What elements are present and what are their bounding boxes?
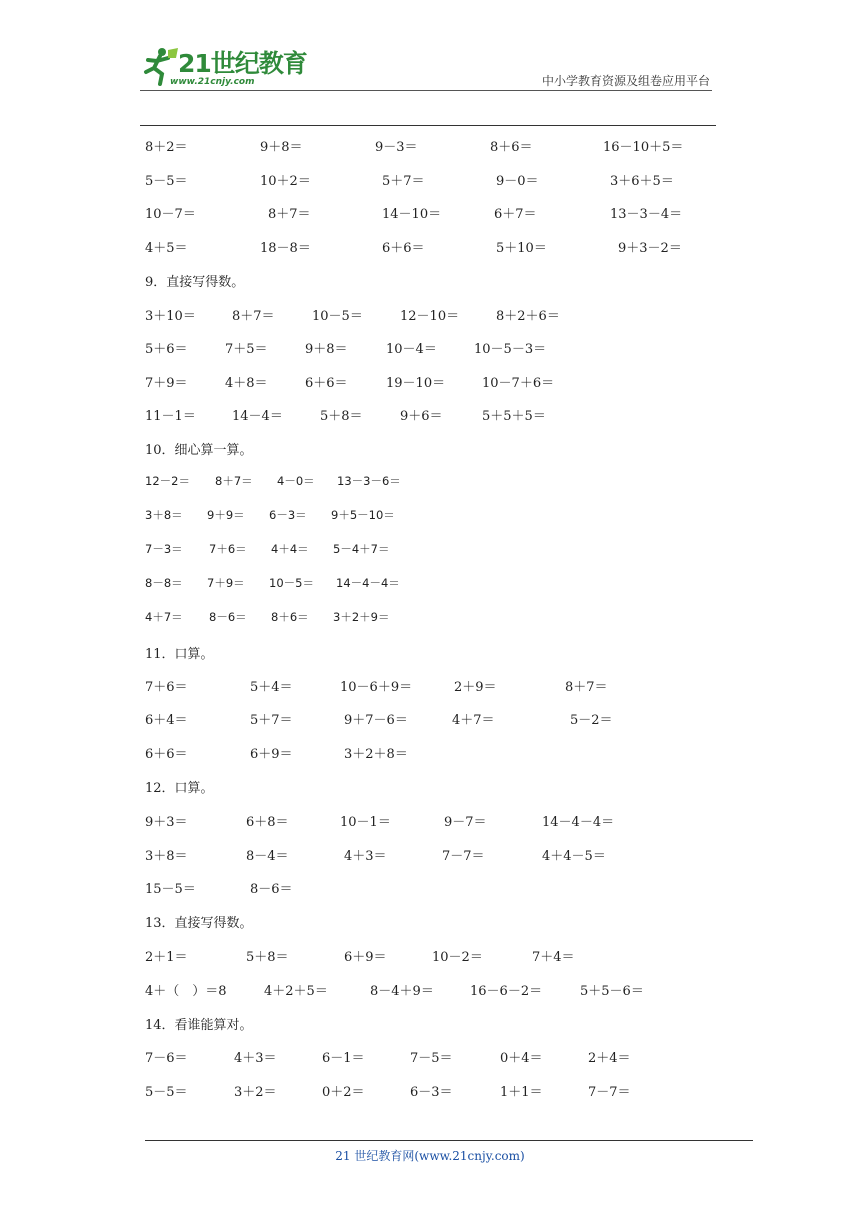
math-expression: 14－4－4＝: [542, 815, 615, 830]
math-expression: 6＋6＝: [382, 241, 425, 256]
math-expression: 9＋5－10＝: [331, 508, 395, 522]
math-expression: 6＋8＝: [246, 815, 289, 830]
math-expression: 5－5＝: [145, 1085, 188, 1100]
math-expression: 12－10＝: [400, 309, 460, 324]
math-expression: 9＋6＝: [400, 409, 443, 424]
math-expression: 15－5＝: [145, 882, 196, 897]
math-expression: 9－0＝: [496, 174, 539, 189]
math-expression: 10－7＝: [145, 207, 196, 222]
math-expression: 18－8＝: [260, 241, 311, 256]
math-expression: 7－6＝: [145, 1051, 188, 1066]
math-expression: 10－7＋6＝: [482, 376, 555, 391]
content-top-divider: [140, 125, 716, 126]
math-expression: 19－10＝: [386, 376, 446, 391]
math-expression: 9＋7－6＝: [344, 713, 408, 728]
math-expression: 4＋7＝: [145, 610, 183, 624]
logo-url: www.21cnjy.com: [170, 77, 255, 87]
section-heading: 9．直接写得数。: [145, 275, 245, 290]
math-expression: 3＋2＋8＝: [344, 747, 408, 762]
math-expression: 9－7＝: [444, 815, 487, 830]
math-expression: 8＋2＋6＝: [496, 309, 560, 324]
math-expression: 16－6－2＝: [470, 984, 543, 999]
math-expression: 4＋2＋5＝: [264, 984, 328, 999]
logo-text: 21世纪教育: [178, 49, 307, 78]
math-expression: 9－3＝: [375, 140, 418, 155]
math-expression: 5＋10＝: [496, 241, 547, 256]
math-expression: 7－5＝: [410, 1051, 453, 1066]
math-expression: 8＋7＝: [565, 680, 608, 695]
math-expression: 10－2＝: [432, 950, 483, 965]
math-expression: 10－6＋9＝: [340, 680, 413, 695]
section-heading: 13．直接写得数。: [145, 916, 253, 931]
math-expression: 14－10＝: [382, 207, 442, 222]
math-expression: 4＋4＝: [271, 542, 309, 556]
math-expression: 14－4＝: [232, 409, 283, 424]
math-expression: 7＋6＝: [145, 680, 188, 695]
math-expression: 4＋（ ）＝8: [145, 984, 227, 999]
math-expression: 8－6＝: [209, 610, 247, 624]
math-expression: 10－5－3＝: [474, 342, 547, 357]
section-heading: 11．口算。: [145, 647, 214, 662]
math-expression: 8－8＝: [145, 576, 183, 590]
math-expression: 8＋2＝: [145, 140, 188, 155]
math-expression: 3＋6＋5＝: [610, 174, 674, 189]
math-expression: 8－4＝: [246, 849, 289, 864]
math-expression: 6＋6＝: [305, 376, 348, 391]
math-expression: 14－4－4＝: [336, 576, 400, 590]
math-expression: 9＋8＝: [260, 140, 303, 155]
math-expression: 4＋5＝: [145, 241, 188, 256]
footer-text: 21 世纪教育网(www.21cnjy.com): [335, 1149, 525, 1163]
math-expression: 5＋4＝: [250, 680, 293, 695]
math-expression: 4＋3＝: [234, 1051, 277, 1066]
header-divider: [140, 90, 712, 91]
math-expression: 5＋5－6＝: [580, 984, 644, 999]
section-heading: 14．看谁能算对。: [145, 1018, 253, 1033]
math-expression: 13－3－4＝: [610, 207, 683, 222]
math-expression: 6＋4＝: [145, 713, 188, 728]
math-expression: 2＋9＝: [454, 680, 497, 695]
math-expression: 10－5＝: [269, 576, 314, 590]
math-expression: 5－4＋7＝: [333, 542, 390, 556]
math-expression: 5＋7＝: [382, 174, 425, 189]
math-expression: 4＋8＝: [225, 376, 268, 391]
section-heading: 12．口算。: [145, 781, 214, 796]
math-expression: 10－5＝: [312, 309, 363, 324]
math-expression: 0＋4＝: [500, 1051, 543, 1066]
math-expression: 2＋4＝: [588, 1051, 631, 1066]
math-expression: 6＋6＝: [145, 747, 188, 762]
math-expression: 6＋9＝: [250, 747, 293, 762]
math-expression: 4－0＝: [277, 474, 315, 488]
math-expression: 4＋3＝: [344, 849, 387, 864]
math-expression: 6＋7＝: [494, 207, 537, 222]
math-expression: 3＋8＝: [145, 849, 188, 864]
math-expression: 7＋9＝: [145, 376, 188, 391]
math-expression: 7＋6＝: [209, 542, 247, 556]
section-heading: 10．细心算一算。: [145, 443, 253, 458]
math-expression: 9＋3＝: [145, 815, 188, 830]
math-expression: 6＋9＝: [344, 950, 387, 965]
math-expression: 5－5＝: [145, 174, 188, 189]
math-expression: 16－10＋5＝: [603, 140, 684, 155]
math-expression: 7－3＝: [145, 542, 183, 556]
math-expression: 9＋9＝: [207, 508, 245, 522]
math-expression: 10－1＝: [340, 815, 391, 830]
math-expression: 11－1＝: [145, 409, 196, 424]
math-expression: 5－2＝: [570, 713, 613, 728]
math-expression: 7＋4＝: [532, 950, 575, 965]
math-expression: 5＋7＝: [250, 713, 293, 728]
math-expression: 8＋7＝: [268, 207, 311, 222]
math-expression: 7－7＝: [442, 849, 485, 864]
math-expression: 7＋9＝: [207, 576, 245, 590]
math-expression: 4＋7＝: [452, 713, 495, 728]
math-expression: 3＋8＝: [145, 508, 183, 522]
math-expression: 3＋2＝: [234, 1085, 277, 1100]
math-expression: 5＋6＝: [145, 342, 188, 357]
math-expression: 8＋7＝: [232, 309, 275, 324]
math-expression: 0＋2＝: [322, 1085, 365, 1100]
math-expression: 13－3－6＝: [337, 474, 401, 488]
math-expression: 6－1＝: [322, 1051, 365, 1066]
math-expression: 8－4＋9＝: [370, 984, 434, 999]
math-expression: 1＋1＝: [500, 1085, 543, 1100]
math-expression: 5＋5＋5＝: [482, 409, 546, 424]
math-expression: 8＋7＝: [215, 474, 253, 488]
math-expression: 8＋6＝: [271, 610, 309, 624]
math-expression: 6－3＝: [269, 508, 307, 522]
platform-name: 中小学教育资源及组卷应用平台: [541, 74, 710, 88]
math-expression: 6－3＝: [410, 1085, 453, 1100]
math-expression: 10＋2＝: [260, 174, 311, 189]
math-expression: 8＋6＝: [490, 140, 533, 155]
math-expression: 2＋1＝: [145, 950, 188, 965]
math-expression: 5＋8＝: [320, 409, 363, 424]
math-expression: 4＋4－5＝: [542, 849, 606, 864]
logo: [140, 44, 320, 94]
math-expression: 5＋8＝: [246, 950, 289, 965]
math-expression: 8－6＝: [250, 882, 293, 897]
math-expression: 10－4＝: [386, 342, 437, 357]
math-expression: 9＋8＝: [305, 342, 348, 357]
math-expression: 7－7＝: [588, 1085, 631, 1100]
footer-divider: [145, 1140, 753, 1141]
math-expression: 3＋10＝: [145, 309, 196, 324]
math-expression: 7＋5＝: [225, 342, 268, 357]
math-expression: 3＋2＋9＝: [333, 610, 390, 624]
math-expression: 12－2＝: [145, 474, 190, 488]
math-expression: 9＋3－2＝: [618, 241, 682, 256]
